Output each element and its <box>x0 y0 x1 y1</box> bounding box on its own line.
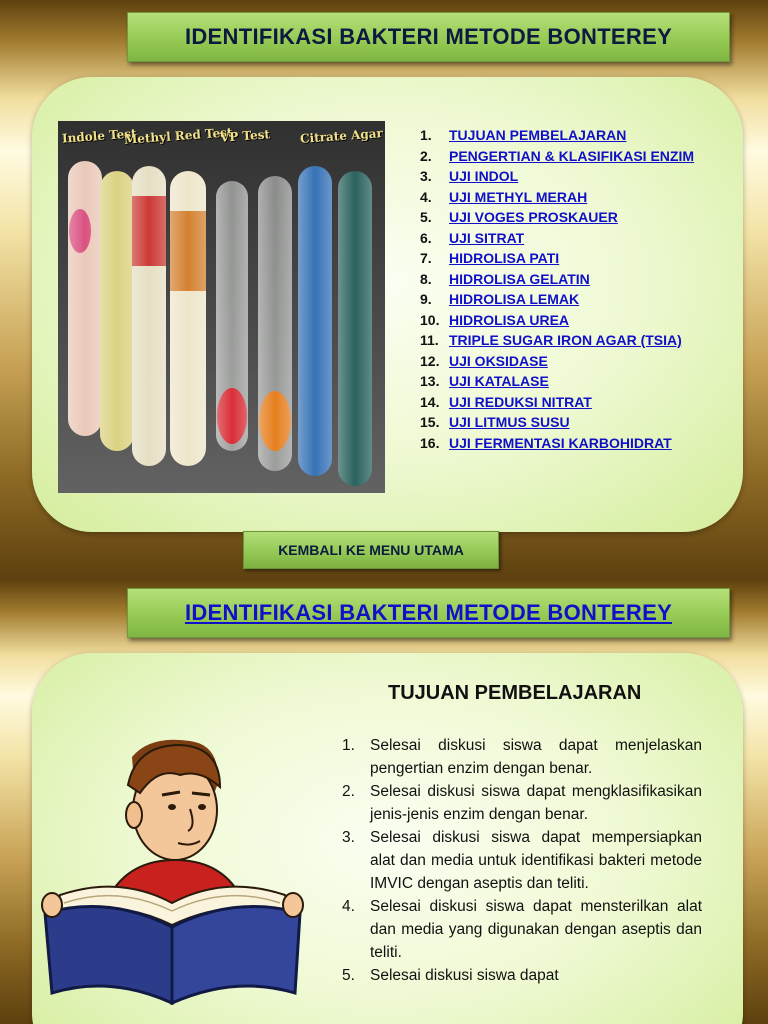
slide-title: IDENTIFIKASI BAKTERI METODE BONTEREY <box>127 12 730 62</box>
list-item: 4. Selesai diskusi siswa dapat mensterilkan alat dan media yang digunakan dengan aseptis dan teliti. <box>342 898 702 961</box>
slide-title <box>127 588 730 638</box>
menu-link-methyl-merah[interactable]: UJI METHYL MERAH <box>449 188 588 205</box>
menu-link-tujuan[interactable]: TUJUAN PEMBELAJARAN <box>449 127 627 143</box>
list-item: 5. Selesai diskusi siswa dapat <box>342 967 559 984</box>
menu-item: 5. UJI VOGES PROSKAUER <box>420 207 720 228</box>
menu-link-tsia[interactable]: TRIPLE SUGAR IRON AGAR (TSIA) <box>449 332 682 348</box>
list-item: 1. Selesai diskusi siswa dapat menjelaskan pengertian enzim dengan benar. <box>342 737 702 777</box>
menu-item: 4. UJI METHYL MERAH <box>420 187 720 208</box>
topic-menu <box>420 125 720 453</box>
menu-item: 7. HIDROLISA PATI <box>420 248 720 269</box>
menu-link-nitrat[interactable]: UJI REDUKSI NITRAT <box>449 393 592 410</box>
menu-item: 8. HIDROLISA GELATIN <box>420 269 720 290</box>
list-item: 2. Selesai diskusi siswa dapat mengklasifikasikan jenis-jenis enzim dengan benar. <box>342 783 702 823</box>
menu-link-litmus[interactable]: UJI LITMUS SUSU <box>449 414 570 430</box>
menu-link-gelatin[interactable]: HIDROLISA GELATIN <box>449 270 590 287</box>
menu-item: 15. UJI LITMUS SUSU <box>420 412 720 433</box>
menu-item: 3. UJI INDOL <box>420 166 720 187</box>
section-title: TUJUAN PEMBELAJARAN <box>388 682 642 704</box>
menu-item: 10. HIDROLISA UREA <box>420 310 720 331</box>
test-tubes-illustration <box>58 121 385 493</box>
menu-link-lemak[interactable]: HIDROLISA LEMAK <box>449 291 580 307</box>
menu-link-sitrat[interactable]: UJI SITRAT <box>449 229 525 246</box>
menu-link-pati[interactable]: HIDROLISA PATI <box>449 250 560 266</box>
photo-label-indole: Indole Test <box>61 126 137 146</box>
menu-link-uji-indol[interactable]: UJI INDOL <box>449 168 519 184</box>
menu-item: 16. UJI FERMENTASI KARBOHIDRAT <box>420 433 720 454</box>
menu-item: 14. UJI REDUKSI NITRAT <box>420 392 720 413</box>
menu-link-katalase[interactable]: UJI KATALASE <box>449 373 549 389</box>
photo-label-vp: VP Test <box>219 127 271 145</box>
menu-item: 13. UJI KATALASE <box>420 371 720 392</box>
photo-label-citrate: Citrate Agar <box>299 126 384 146</box>
menu-item: 12. UJI OKSIDASE <box>420 351 720 372</box>
title-link[interactable]: IDENTIFIKASI BAKTERI METODE BONTEREY <box>184 600 673 625</box>
menu-link-urea[interactable]: HIDROLISA UREA <box>449 311 570 328</box>
list-item: 3. Selesai diskusi siswa dapat mempersiapkan alat dan media untuk identifikasi bakteri metode IMVIC dengan aseptis dan teliti. <box>342 829 702 892</box>
menu-item: 2. PENGERTIAN & KLASIFIKASI ENZIM <box>420 146 720 167</box>
objectives-list <box>342 734 702 987</box>
slide-objectives <box>0 580 768 1024</box>
menu-link-voges[interactable]: UJI VOGES PROSKAUER <box>449 209 618 225</box>
menu-item: 6. UJI SITRAT <box>420 228 720 249</box>
menu-item: 11. TRIPLE SUGAR IRON AGAR (TSIA) <box>420 330 720 351</box>
menu-link-pengertian[interactable]: PENGERTIAN & KLASIFIKASI ENZIM <box>449 147 695 164</box>
menu-link-fermentasi[interactable]: UJI FERMENTASI KARBOHIDRAT <box>449 434 672 451</box>
test-tubes-photo <box>58 121 385 493</box>
photo-label-methyl-red: Methyl Red Test <box>123 125 233 147</box>
menu-link-oksidase[interactable]: UJI OKSIDASE <box>449 352 548 369</box>
back-to-main-menu-button[interactable]: KEMBALI KE MENU UTAMA <box>243 531 499 569</box>
menu-item: 1. TUJUAN PEMBELAJARAN <box>420 125 720 146</box>
menu-item: 9. HIDROLISA LEMAK <box>420 289 720 310</box>
reading-student-illustration <box>40 735 305 1005</box>
